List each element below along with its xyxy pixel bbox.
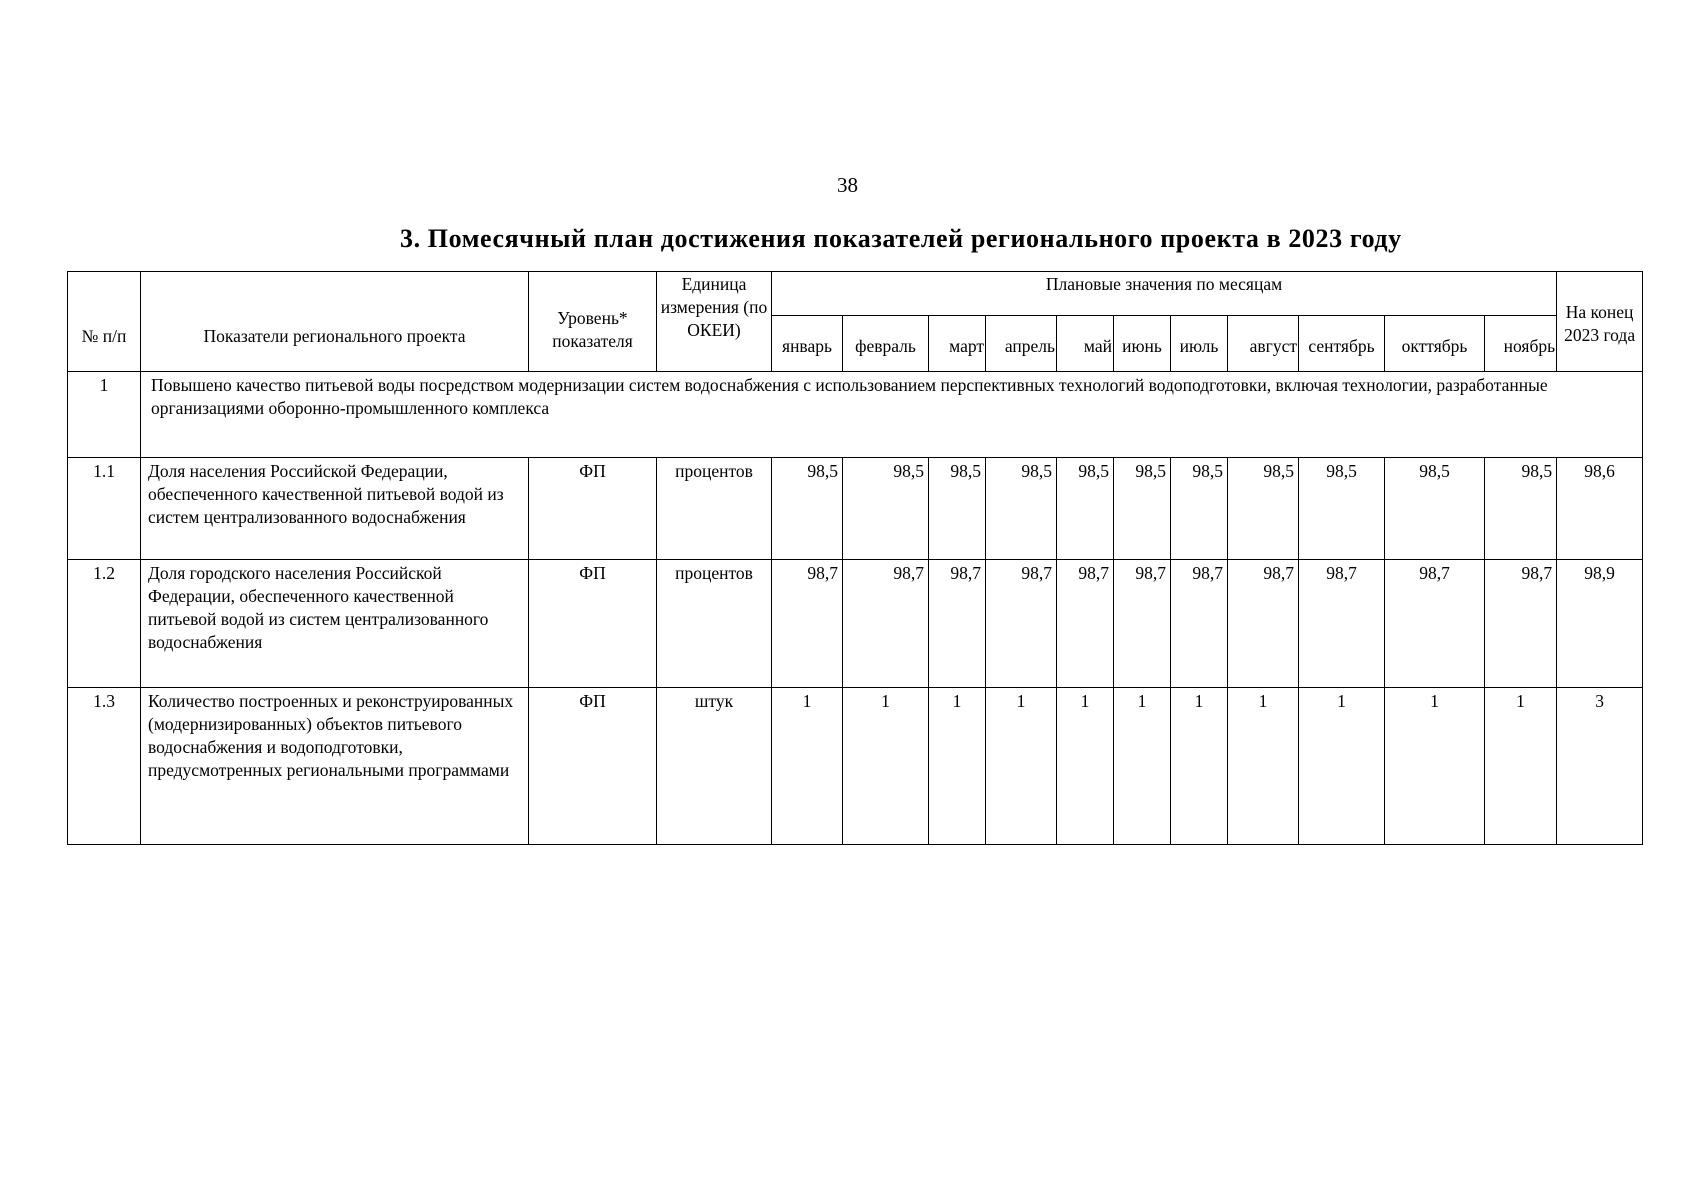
table-row: [68, 560, 1643, 688]
page-title: 3. Помесячный план достижения показателей регионального проекта в 2023 году: [400, 224, 1402, 253]
row-month-value: 1: [1385, 688, 1485, 845]
row-month-value: 1: [986, 688, 1057, 845]
row-month-value: 98,5: [1228, 458, 1299, 560]
row-num: 1.2: [68, 560, 141, 688]
page-number: 38: [837, 173, 858, 197]
row-num: 1.1: [68, 458, 141, 560]
row-month-value: 1: [1299, 688, 1385, 845]
header-planned-values: Плановые значения по месяцам: [772, 272, 1557, 316]
row-month-value: 98,5: [1299, 458, 1385, 560]
row-month-value: 98,5: [1385, 458, 1485, 560]
row-month-value: 98,7: [1485, 560, 1557, 688]
row-month-value: 98,7: [1057, 560, 1114, 688]
monthly-plan-table: [67, 271, 1643, 845]
row-month-value: 1: [1114, 688, 1171, 845]
row-month-value: 98,5: [772, 458, 843, 560]
row-end-value: 3: [1557, 688, 1643, 845]
header-month: январь: [772, 316, 843, 372]
header-indicator: Показатели регионального проекта: [141, 272, 529, 372]
table-row: [68, 688, 1643, 845]
row-month-value: 98,5: [843, 458, 929, 560]
row-month-value: 98,7: [1228, 560, 1299, 688]
header-month: июнь: [1114, 316, 1171, 372]
header-month: ноябрь: [1485, 316, 1557, 372]
row-month-value: 98,7: [772, 560, 843, 688]
header-num: № п/п: [68, 272, 141, 372]
row-month-value: 98,7: [929, 560, 986, 688]
row-indicator-name: Доля городского населения Российской Федерации, обеспеченного качественной питьевой водой из систем централизованного водоснабжения: [141, 560, 529, 688]
row-indicator-name: Количество построенных и реконструированных (модернизированных) объектов питьевого водоснабжения и водоподготовки, предусмотренных региональными программами: [141, 688, 529, 845]
row-month-value: 98,5: [986, 458, 1057, 560]
header-level: Уровень* показателя: [529, 272, 657, 372]
row-month-value: 1: [772, 688, 843, 845]
row-end-value: 98,6: [1557, 458, 1643, 560]
row-level: ФП: [529, 560, 657, 688]
row-month-value: 98,7: [1114, 560, 1171, 688]
header-month: февраль: [843, 316, 929, 372]
row-month-value: 98,7: [1385, 560, 1485, 688]
row-month-value: 98,5: [1057, 458, 1114, 560]
row-month-value: 98,7: [1171, 560, 1228, 688]
row-level: ФП: [529, 688, 657, 845]
header-month: июль: [1171, 316, 1228, 372]
row-month-value: 1: [1171, 688, 1228, 845]
row-month-value: 98,5: [929, 458, 986, 560]
row-month-value: 98,7: [843, 560, 929, 688]
row-month-value: 1: [1485, 688, 1557, 845]
row-end-value: 98,9: [1557, 560, 1643, 688]
row-month-value: 98,5: [1171, 458, 1228, 560]
header-month: окттябрь: [1385, 316, 1485, 372]
header-month: август: [1228, 316, 1299, 372]
table-row: [68, 458, 1643, 560]
row-month-value: 1: [1057, 688, 1114, 845]
row-month-value: 98,7: [986, 560, 1057, 688]
goal-text: Повышено качество питьевой воды посредством модернизации систем водоснабжения с использованием перспективных технологий водоподготовки, включая технологии, разработанные организациями оборонно-промышленного комплекса: [141, 372, 1643, 458]
header-row-1: [68, 272, 1643, 316]
row-month-value: 98,5: [1114, 458, 1171, 560]
row-month-value: 1: [843, 688, 929, 845]
row-unit: штук: [657, 688, 772, 845]
header-month: май: [1057, 316, 1114, 372]
row-level: ФП: [529, 458, 657, 560]
goal-row: [68, 372, 1643, 458]
row-month-value: 98,5: [1485, 458, 1557, 560]
header-unit: Единица измерения (по ОКЕИ): [657, 272, 772, 372]
header-month: сентябрь: [1299, 316, 1385, 372]
row-unit: процентов: [657, 458, 772, 560]
header-month: март: [929, 316, 986, 372]
row-month-value: 98,7: [1299, 560, 1385, 688]
row-indicator-name: Доля населения Российской Федерации, обеспеченного качественной питьевой водой из систем централизованного водоснабжения: [141, 458, 529, 560]
header-end-of-year: На конец 2023 года: [1557, 272, 1643, 372]
row-month-value: 1: [1228, 688, 1299, 845]
row-month-value: 1: [929, 688, 986, 845]
header-month: апрель: [986, 316, 1057, 372]
row-unit: процентов: [657, 560, 772, 688]
goal-num: 1: [68, 372, 141, 458]
row-num: 1.3: [68, 688, 141, 845]
